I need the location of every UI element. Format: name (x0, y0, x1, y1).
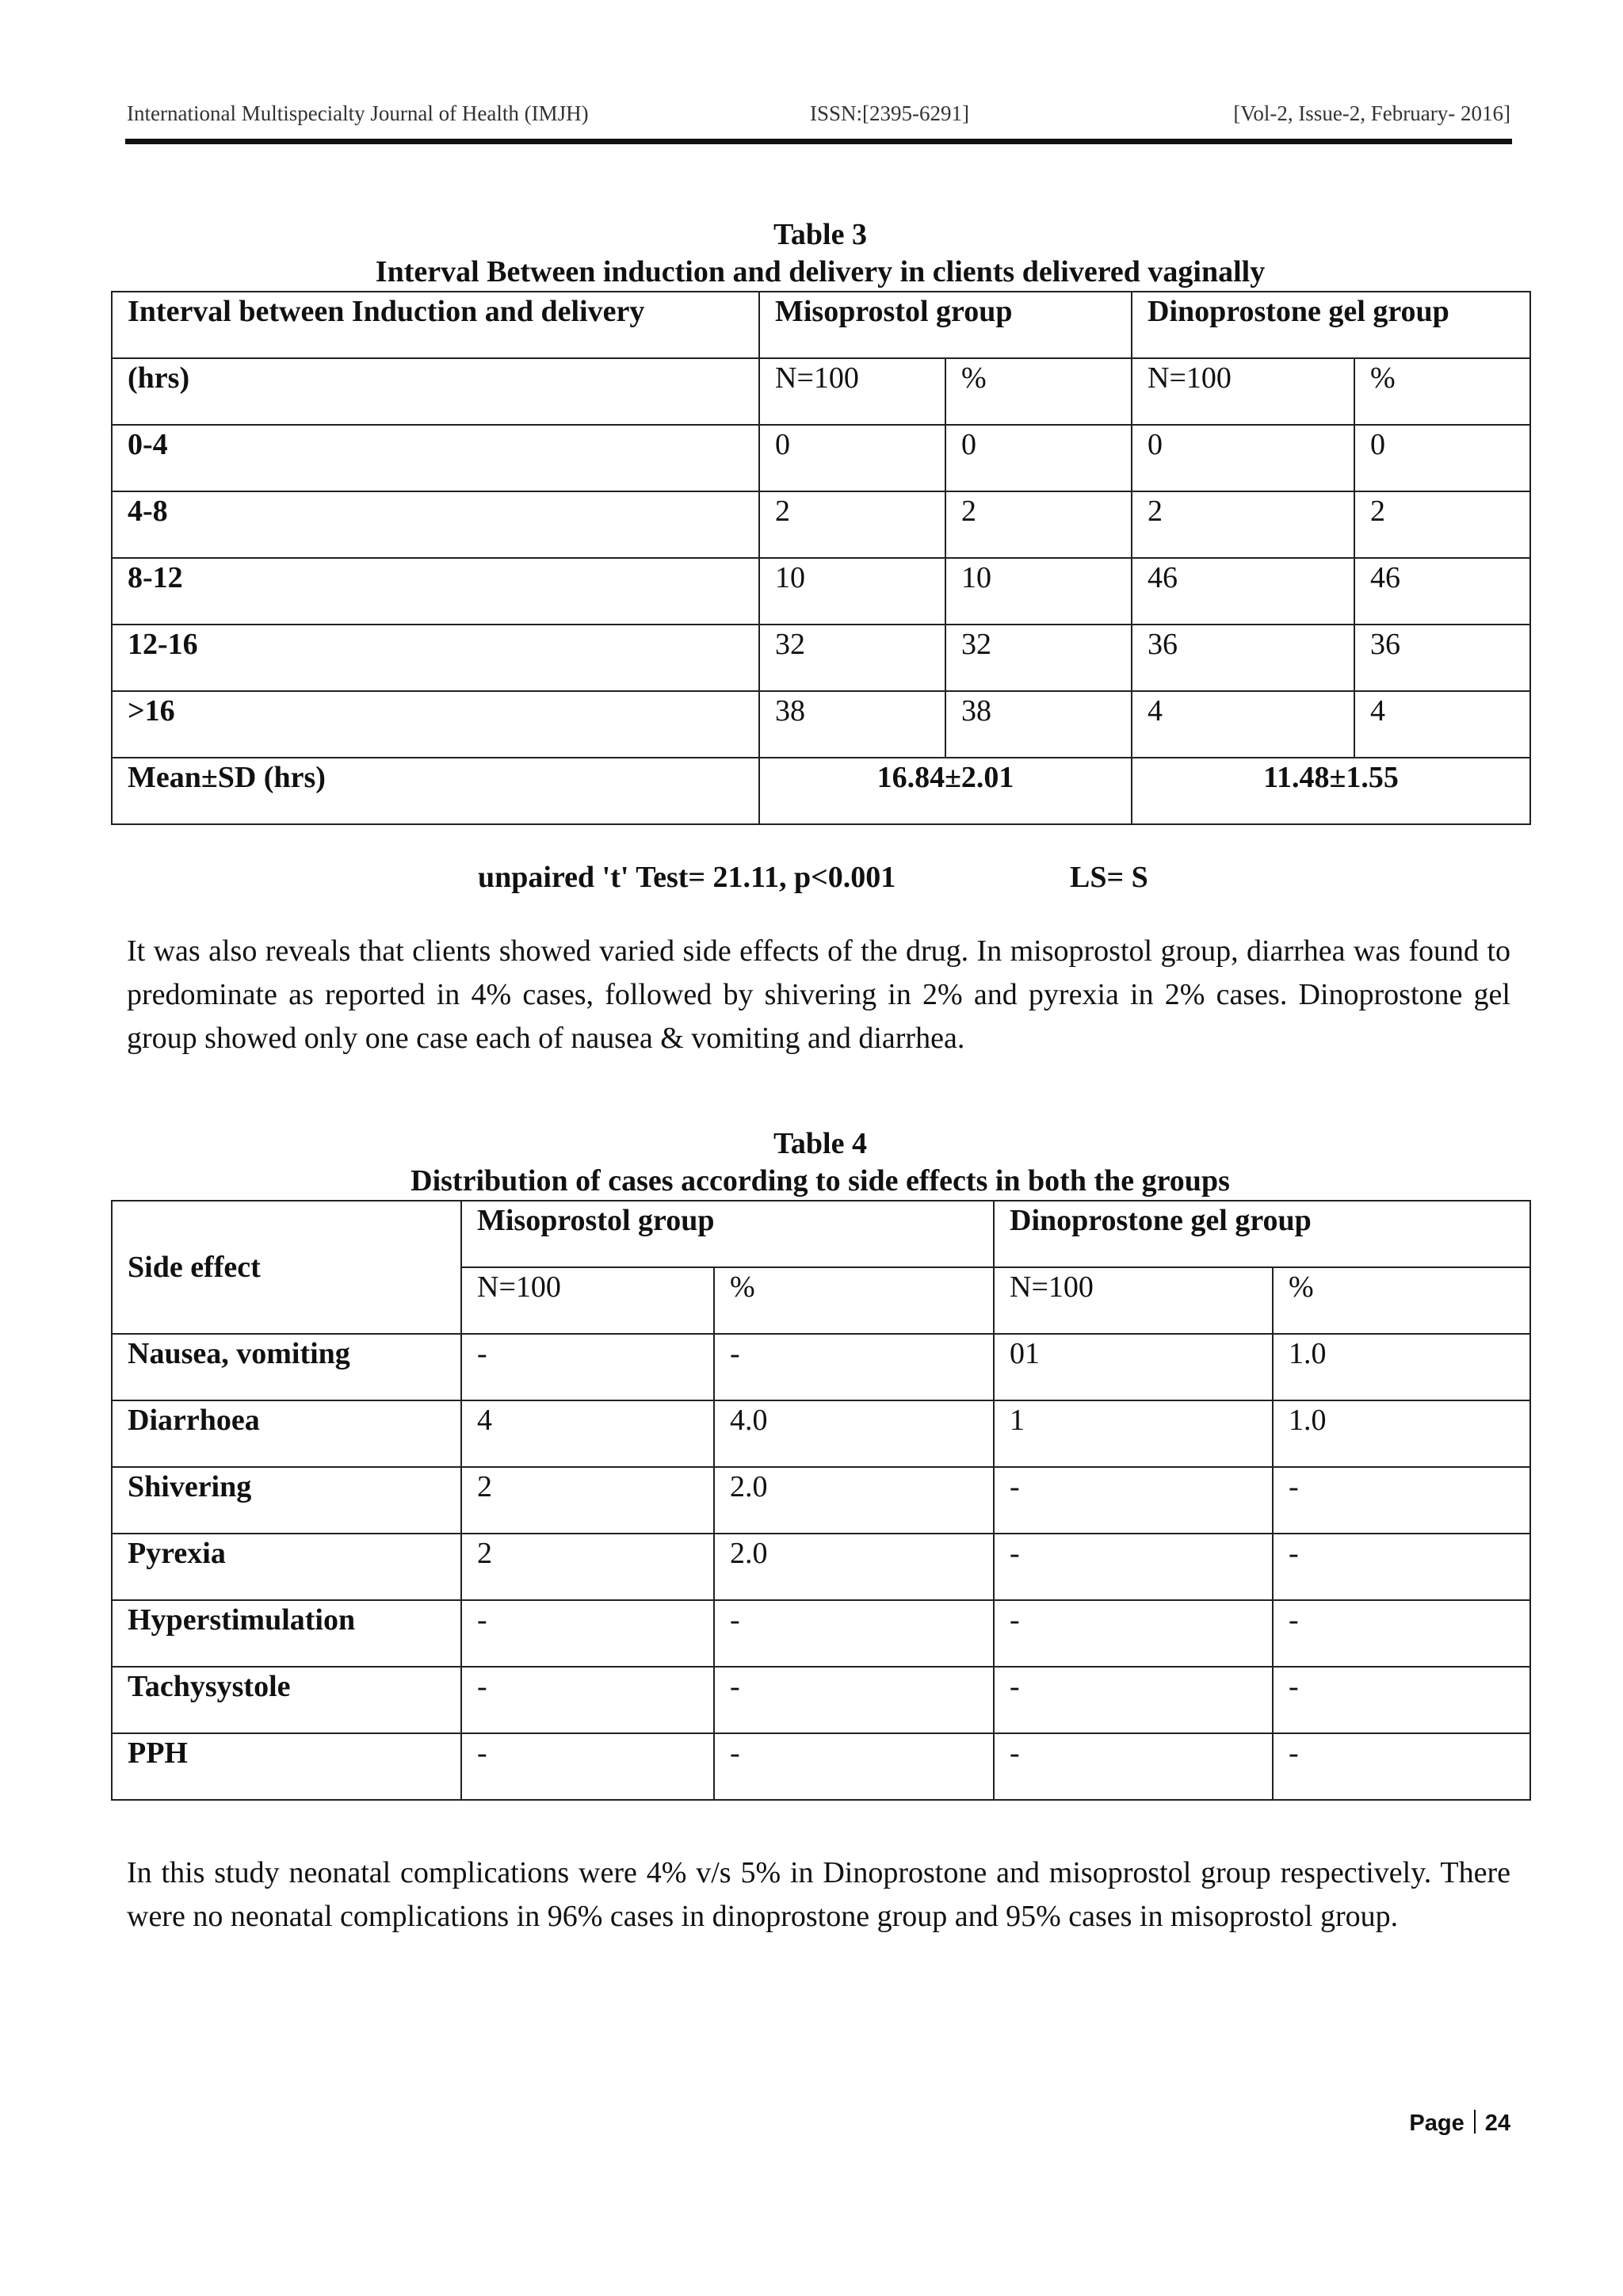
table-cell: - (714, 1334, 994, 1400)
table3-header-dinoprostone: Dinoprostone gel group (1132, 292, 1530, 358)
table-cell: 10 (759, 558, 945, 625)
table-cell: - (1273, 1600, 1530, 1667)
row-label: Hyperstimulation (112, 1600, 461, 1667)
table-cell: N=100 (1132, 358, 1354, 425)
row-label: 4-8 (112, 491, 759, 558)
row-label: 12-16 (112, 625, 759, 691)
row-label: Tachysystole (112, 1667, 461, 1733)
table-cell: - (1273, 1534, 1530, 1600)
page-number (1409, 2110, 1510, 2137)
table-row (112, 758, 1530, 824)
table-cell: 46 (1354, 558, 1530, 625)
table-row (112, 425, 1530, 491)
table-cell: 32 (759, 625, 945, 691)
table-cell: 36 (1132, 625, 1354, 691)
table-row (112, 1400, 1530, 1467)
row-label: 8-12 (112, 558, 759, 625)
table-cell: 1.0 (1273, 1400, 1530, 1467)
table-cell: - (461, 1600, 714, 1667)
row-label: Mean±SD (hrs) (112, 758, 759, 824)
header-rule (125, 139, 1512, 144)
table-cell: 1.0 (1273, 1334, 1530, 1400)
row-label: Nausea, vomiting (112, 1334, 461, 1400)
table-cell: N=100 (461, 1267, 714, 1334)
table-cell: 2.0 (714, 1534, 994, 1600)
table3 (111, 291, 1531, 825)
table-row (112, 625, 1530, 691)
table3-mean-misoprostol: 16.84±2.01 (759, 758, 1132, 824)
table-cell: - (461, 1733, 714, 1800)
table-cell: 0 (1132, 425, 1354, 491)
table-row (112, 1667, 1530, 1733)
table-cell: 1 (994, 1400, 1273, 1467)
table-cell: 4 (1132, 691, 1354, 758)
row-label: Diarrhoea (112, 1400, 461, 1467)
row-label: Pyrexia (112, 1534, 461, 1600)
table-row (112, 1334, 1530, 1400)
row-label: >16 (112, 691, 759, 758)
row-label: 0-4 (112, 425, 759, 491)
table-cell: 4 (1354, 691, 1530, 758)
table-row (112, 1467, 1530, 1534)
level-of-significance: LS= S (1070, 861, 1148, 894)
table-cell: 38 (759, 691, 945, 758)
table-cell: - (461, 1334, 714, 1400)
table-cell: 4.0 (714, 1400, 994, 1467)
paragraph-side-effects: It was also reveals that clients showed varied side effects of the drug. In misoprostol group, diarrhea was found to predominate as reported in 4% cases, followed by shivering in 2% and pyrexia in 2% cases. Dinoprostone gel group showed only one case each of nausea & vomiting and diarrhea. (127, 934, 1510, 1055)
running-header (127, 101, 1510, 136)
table-cell: - (1273, 1667, 1530, 1733)
table-cell: - (461, 1667, 714, 1733)
table-cell: 2 (461, 1467, 714, 1534)
table3-header-hrs: (hrs) (112, 358, 759, 425)
page-separator (1474, 2110, 1476, 2134)
table-cell: 0 (945, 425, 1132, 491)
table4-header-dinoprostone: Dinoprostone gel group (994, 1201, 1530, 1267)
table-cell: - (994, 1600, 1273, 1667)
table-cell: 0 (759, 425, 945, 491)
table-cell: 38 (945, 691, 1132, 758)
table3-header-misoprostol: Misoprostol group (759, 292, 1132, 358)
table3-caption-number: Table 3 (773, 218, 867, 251)
table-cell: 2.0 (714, 1467, 994, 1534)
table-cell: - (714, 1667, 994, 1733)
table-cell: N=100 (994, 1267, 1273, 1334)
table-row (112, 691, 1530, 758)
t-test-result: unpaired 't' Test= 21.11, p<0.001 (478, 861, 896, 894)
table-cell: 2 (1132, 491, 1354, 558)
table-cell: - (714, 1600, 994, 1667)
table-row (112, 358, 1530, 425)
row-label: PPH (112, 1733, 461, 1800)
table-cell: 4 (461, 1400, 714, 1467)
table-cell: 2 (759, 491, 945, 558)
row-label: Shivering (112, 1467, 461, 1534)
table4 (111, 1200, 1531, 1801)
table4-header-side-effect: Side effect (112, 1201, 461, 1334)
table-cell: 32 (945, 625, 1132, 691)
table-cell: - (994, 1733, 1273, 1800)
table-row (112, 1733, 1530, 1800)
table-cell: 2 (945, 491, 1132, 558)
table-row (112, 1600, 1530, 1667)
table-cell: - (1273, 1467, 1530, 1534)
table-row (112, 491, 1530, 558)
table-cell: 2 (461, 1534, 714, 1600)
table4-caption-title: Distribution of cases according to side effects in both the groups (411, 1164, 1230, 1198)
table3-caption-title: Interval Between induction and delivery in clients delivered vaginally (375, 255, 1266, 288)
table-cell: % (945, 358, 1132, 425)
table-cell: - (994, 1667, 1273, 1733)
table-row (112, 1534, 1530, 1600)
table-cell: % (1273, 1267, 1530, 1334)
table3-header-interval: Interval between Induction and delivery (112, 292, 759, 358)
table-cell: - (714, 1733, 994, 1800)
table-cell: 10 (945, 558, 1132, 625)
page-label: Page (1409, 2111, 1465, 2136)
table-cell: 36 (1354, 625, 1530, 691)
table-cell: - (1273, 1733, 1530, 1800)
table-row (112, 292, 1530, 358)
table-cell: N=100 (759, 358, 945, 425)
table3-mean-dinoprostone: 11.48±1.55 (1132, 758, 1530, 824)
table-cell: % (1354, 358, 1530, 425)
table4-header-misoprostol: Misoprostol group (461, 1201, 994, 1267)
table-cell: 01 (994, 1334, 1273, 1400)
page-number-value: 24 (1484, 2111, 1510, 2136)
table-cell: 2 (1354, 491, 1530, 558)
journal-name: International Multispecialty Journal of Health (IMJH) (127, 101, 589, 125)
table-cell: - (994, 1467, 1273, 1534)
table-cell: - (994, 1534, 1273, 1600)
table-cell: 46 (1132, 558, 1354, 625)
table-cell: % (714, 1267, 994, 1334)
volume-issue: [Vol-2, Issue-2, February- 2016] (1233, 101, 1510, 125)
table-row (112, 1201, 1530, 1267)
issn: ISSN:[2395-6291] (810, 101, 969, 125)
paragraph-neonatal: In this study neonatal complications were 4% v/s 5% in Dinoprostone and misoprostol group respectively. There were no neonatal complications in 96% cases in dinoprostone group and 95% cases in misoprostol group. (127, 1856, 1510, 1933)
table-row (112, 558, 1530, 625)
table-cell: 0 (1354, 425, 1530, 491)
table4-caption-number: Table 4 (773, 1127, 867, 1160)
